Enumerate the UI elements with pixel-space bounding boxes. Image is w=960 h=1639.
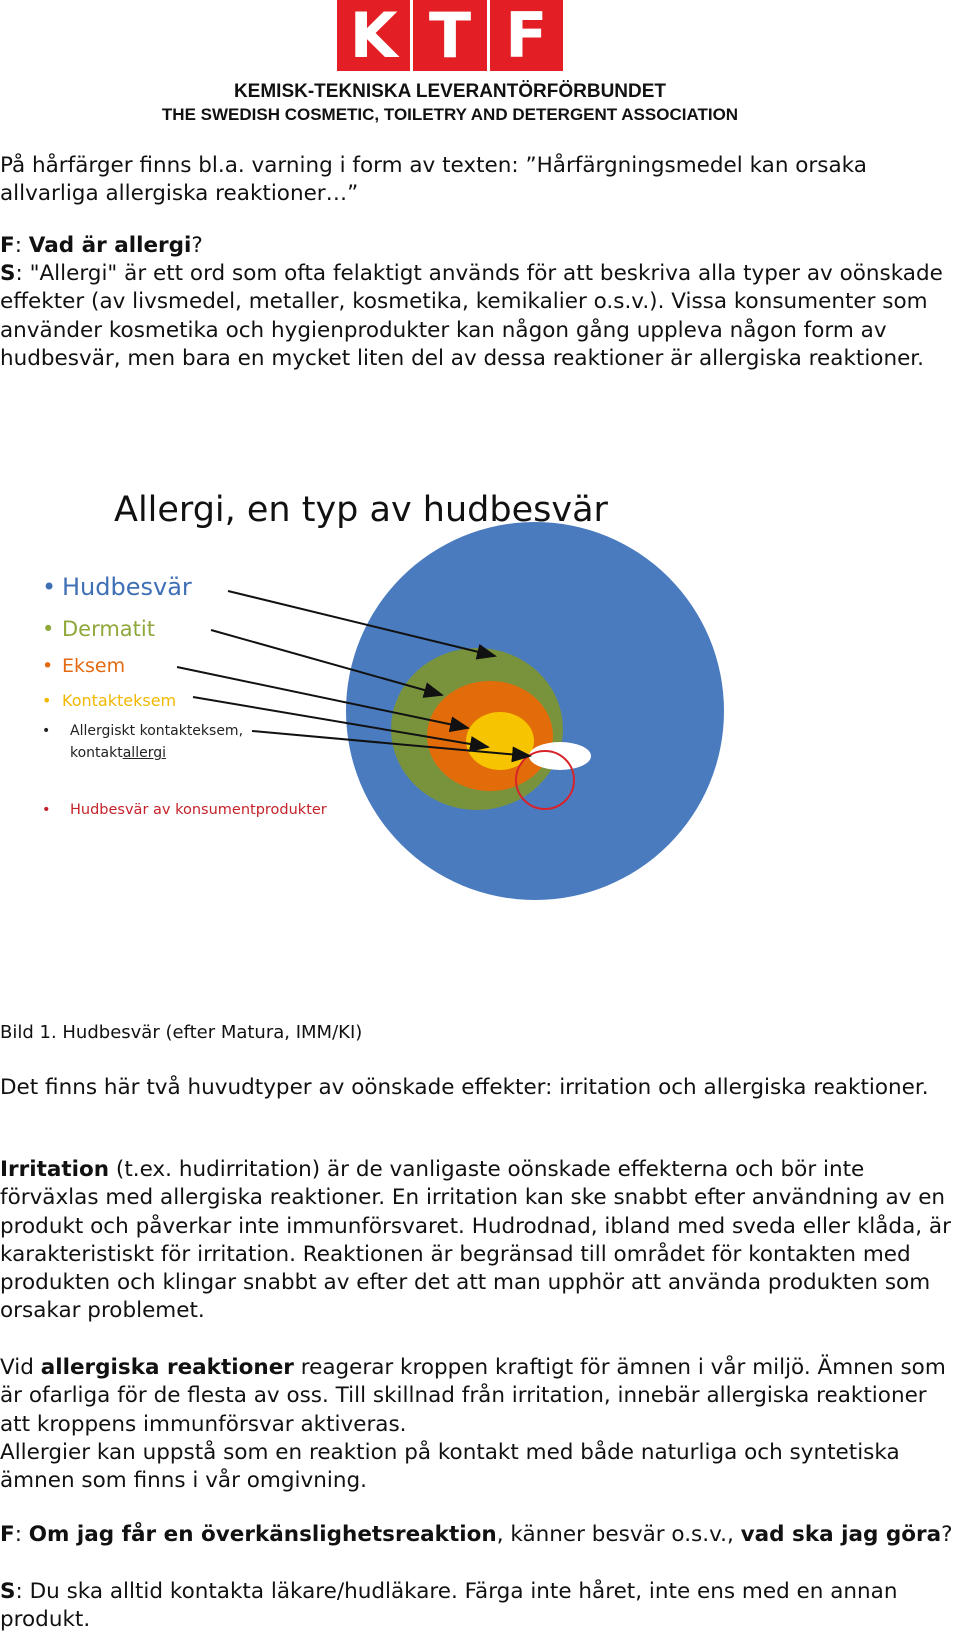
org-name-swedish: KEMISK-TEKNISKA LEVERANTÖRFÖRBUNDET (233, 81, 667, 102)
legend-label: Hudbesvär (62, 573, 192, 601)
answer2-text: : Du ska alltid kontakta läkare/hudläkare. Färga inte håret, inte ens med en annan produkt. (0, 1579, 898, 1633)
legend-item-kontakteksem (42, 691, 176, 710)
q2-sep: : (14, 1522, 29, 1547)
logo-letter-f: F (490, 0, 563, 71)
irritation-term: Irritation (0, 1157, 110, 1182)
a-prefix: S (0, 261, 16, 286)
answer-reaction (0, 1578, 960, 1635)
question-text: Vad är allergi (28, 233, 192, 258)
question-reaction (0, 1521, 960, 1549)
hair-dye-warning-paragraph: På hårfärger finns bl.a. varning i form av texten: ”Hårfärgningsmedel kan orsaka allvarliga allergiska reaktioner…” (0, 153, 867, 207)
legend-label-line2b: allergi (122, 745, 166, 761)
figure-caption: Bild 1. Hudbesvär (efter Matura, IMM/KI) (0, 1022, 363, 1043)
q2-suffix: ? (941, 1522, 953, 1547)
legend-label (70, 720, 243, 764)
q2-bold1: Om jag får en överkänslighetsreaktion (28, 1522, 497, 1547)
logo-letter-t: T (413, 0, 486, 71)
legend-label: Hudbesvär av konsumentprodukter (70, 802, 327, 818)
q-prefix: F (0, 233, 15, 258)
legend-bullet: • (42, 691, 52, 710)
legend-item-allergiskt-kontakteksem (42, 720, 243, 764)
q2-plain: , känner besvär o.s.v., (496, 1522, 741, 1547)
logo-letter-k: K (337, 0, 410, 71)
irritation-text: (t.ex. hudirritation) är de vanligaste oönskade effekterna och bör inte förväxlas med allergiska reaktioner. En irritation kan ske snabbt efter användning av en produkt och påverkar inte immunförsvaret. Hudrodnad, ibland med sveda eller klåda, är karakteristiskt för irritation. Reaktionen är begränsad till området för kontakten med produkten och klingar snabbt av efter det att man upphör att använda produkten som orsakar problemet. (0, 1157, 951, 1324)
question-mark: ? (191, 233, 203, 258)
q2-bold2: vad ska jag göra (740, 1522, 942, 1547)
legend-label: Kontakteksem (62, 691, 177, 710)
legend-bullet: • (42, 723, 51, 739)
org-name-english: THE SWEDISH COSMETIC, TOILETRY AND DETERGENT ASSOCIATION (161, 105, 739, 124)
legend-bullet: • (42, 617, 55, 641)
legend-label-line2a: kontakt (70, 745, 123, 761)
legend-bullet: • (42, 802, 51, 818)
ktf-logo (337, 0, 563, 71)
irritation-paragraph (0, 1156, 960, 1326)
allergy-term: allergiska reaktioner (40, 1355, 294, 1380)
allergy-pre: Vid (0, 1355, 41, 1380)
legend-item-dermatit (42, 617, 155, 641)
question-what-is-allergy: F: Vad är allergi? (0, 233, 203, 258)
allergy-paragraph (0, 1354, 960, 1439)
legend-bullet: • (42, 573, 57, 601)
legend-item-eksem (42, 655, 125, 677)
q2-prefix: F (0, 1522, 15, 1547)
types-paragraph: Det finns här två huvudtyper av oönskade effekter: irritation och allergiska reaktioner. (0, 1075, 929, 1100)
a2-prefix: S (0, 1579, 16, 1604)
legend-bullet: • (42, 655, 54, 677)
legend-label: Eksem (62, 655, 126, 677)
legend-label-line1: Allergiskt kontakteksem, (70, 723, 244, 739)
legend-item-konsumentprodukter (42, 802, 327, 818)
allergy-diagram (0, 440, 960, 960)
allergy-text: reagerar kroppen kraftigt för ämnen i vår miljö. Ämnen som är ofarliga för de flesta av oss. Till skillnad från irritation, innebär allergiska reaktioner att kroppens immunförsvar aktiveras. (0, 1355, 946, 1437)
allergy-sources-paragraph: Allergier kan uppstå som en reaktion på kontakt med både naturliga och syntetiska ämnen som finns i vår omgivning. (0, 1440, 900, 1494)
answer-what-is-allergy (0, 260, 960, 373)
legend-item-hudbesvar (42, 573, 192, 601)
answer-text: : "Allergi" är ett ord som ofta felaktigt används för att beskriva alla typer av oönskade effekter (av livsmedel, metaller, kosmetika, kemikalier o.s.v.). Vissa konsumenter som använder kosmetika och hygienprodukter kan någon gång uppleva någon form av hudbesvär, men bara en mycket liten del av dessa reaktioner är allergiska reaktioner. (0, 261, 943, 371)
legend-label: Dermatit (62, 617, 155, 641)
diagram-title: Allergi, en typ av hudbesvär (114, 490, 608, 530)
